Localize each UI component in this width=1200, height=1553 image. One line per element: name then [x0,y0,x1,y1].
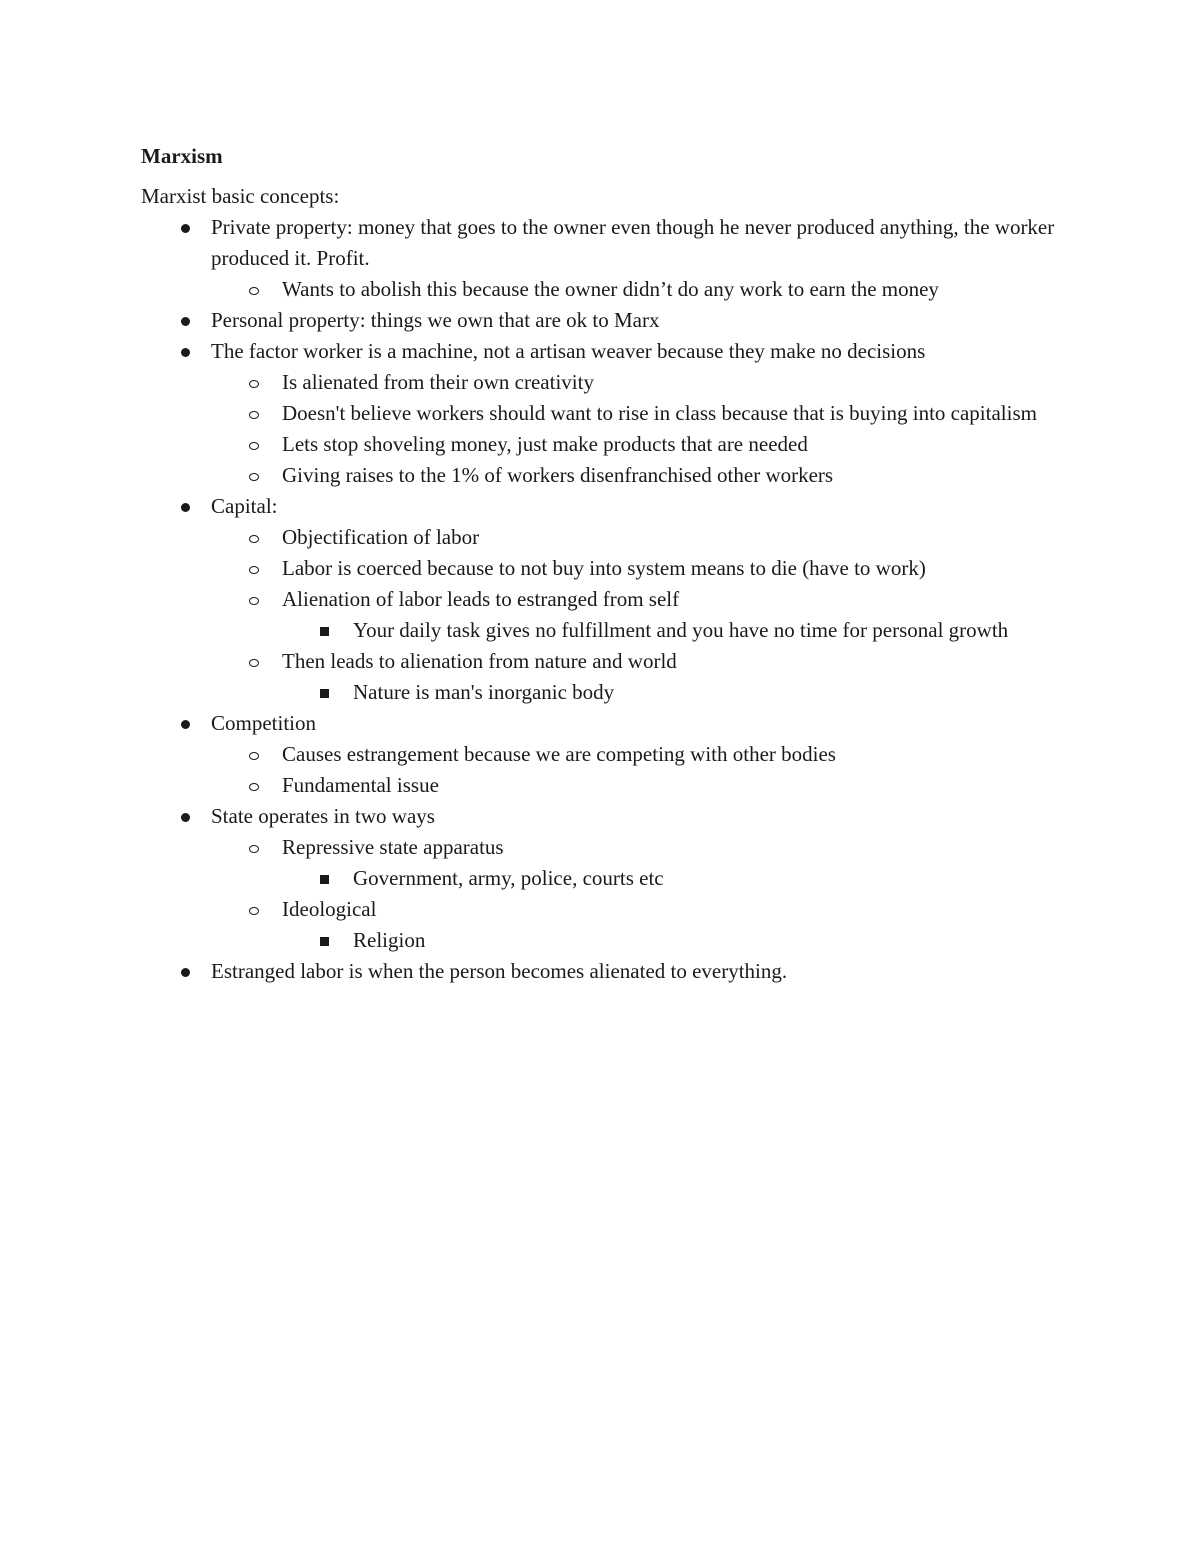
list-item-level-2 [141,553,1071,584]
list-item-text: Doesn't believe workers should want to rise in class because that is buying into capitalism [282,401,1037,425]
circle-bullet-icon [249,646,269,677]
disc-bullet-icon [181,956,201,987]
list-item-text: Fundamental issue [282,773,439,797]
disc-bullet-icon [181,305,201,336]
circle-bullet-icon [249,832,269,863]
circle-bullet-icon [249,429,269,460]
list-item-level-3 [141,677,1071,708]
circle-bullet-icon [249,398,269,429]
list-item-level-1 [141,708,1071,739]
square-bullet-icon [320,863,340,894]
list-item-level-1 [141,956,1071,987]
list-item-text: Causes estrangement because we are competing with other bodies [282,742,836,766]
list-item-level-2 [141,367,1071,398]
list-item-text: Giving raises to the 1% of workers disenfranchised other workers [282,463,834,487]
circle-bullet-icon [249,460,269,491]
list-item-text: Nature is man's inorganic body [353,680,615,704]
square-bullet-icon [320,615,340,646]
list-item-text: Lets stop shoveling money, just make products that are needed [282,432,808,456]
list-item-level-2 [141,739,1071,770]
list-item-level-2 [141,274,1071,305]
disc-bullet-icon [181,801,201,832]
list-item-level-3 [141,925,1071,956]
disc-bullet-icon [181,708,201,739]
list-item-text: Private property: money that goes to the owner even though he never produced anything, the worker produced it. Profit. [211,215,1055,270]
list-item-text: Capital: [211,494,278,518]
list-item-level-1 [141,212,1071,274]
circle-bullet-icon [249,770,269,801]
list-item-text: Is alienated from their own creativity [282,370,594,394]
list-item-level-2 [141,770,1071,801]
list-item-text: Ideological [282,897,377,921]
list-item-text: Your daily task gives no fulfillment and you have no time for personal growth [353,618,1009,642]
circle-bullet-icon [249,553,269,584]
circle-bullet-icon [249,584,269,615]
list-item-text: Estranged labor is when the person becomes alienated to everything. [211,959,788,983]
list-item-level-2 [141,398,1071,429]
list-item-text: Wants to abolish this because the owner didn’t do any work to earn the money [282,277,939,301]
list-item-text: Personal property: things we own that are ok to Marx [211,308,660,332]
circle-bullet-icon [249,274,269,305]
list-item-level-1 [141,491,1071,522]
list-item-level-2 [141,460,1071,491]
list-item-text: Objectification of labor [282,525,480,549]
list-item-level-3 [141,615,1071,646]
disc-bullet-icon [181,491,201,522]
document-body [141,140,1071,987]
list-item-text: Repressive state apparatus [282,835,504,859]
list-item-text: Competition [211,711,316,735]
list-item-text: State operates in two ways [211,804,435,828]
list-item-level-2 [141,894,1071,925]
square-bullet-icon [320,925,340,956]
circle-bullet-icon [249,522,269,553]
list-item-level-1 [141,336,1071,367]
list-item-text: Then leads to alienation from nature and world [282,649,677,673]
list-item-level-2 [141,429,1071,460]
bullet-outline [141,212,1071,987]
document-title: Marxism [141,144,223,168]
list-item-text: Alienation of labor leads to estranged from self [282,587,680,611]
disc-bullet-icon [181,336,201,367]
square-bullet-icon [320,677,340,708]
list-item-level-2 [141,832,1071,863]
list-item-level-2 [141,584,1071,615]
circle-bullet-icon [249,367,269,398]
list-item-level-2 [141,646,1071,677]
disc-bullet-icon [181,212,201,243]
circle-bullet-icon [249,739,269,770]
list-item-text: Government, army, police, courts etc [353,866,664,890]
list-item-text: Religion [353,928,426,952]
circle-bullet-icon [249,894,269,925]
list-item-level-1 [141,305,1071,336]
document-subtitle: Marxist basic concepts: [141,184,340,208]
list-item-level-2 [141,522,1071,553]
list-item-level-1 [141,801,1071,832]
list-item-level-3 [141,863,1071,894]
list-item-text: Labor is coerced because to not buy into system means to die (have to work) [282,556,926,580]
list-item-text: The factor worker is a machine, not a artisan weaver because they make no decisions [211,339,926,363]
